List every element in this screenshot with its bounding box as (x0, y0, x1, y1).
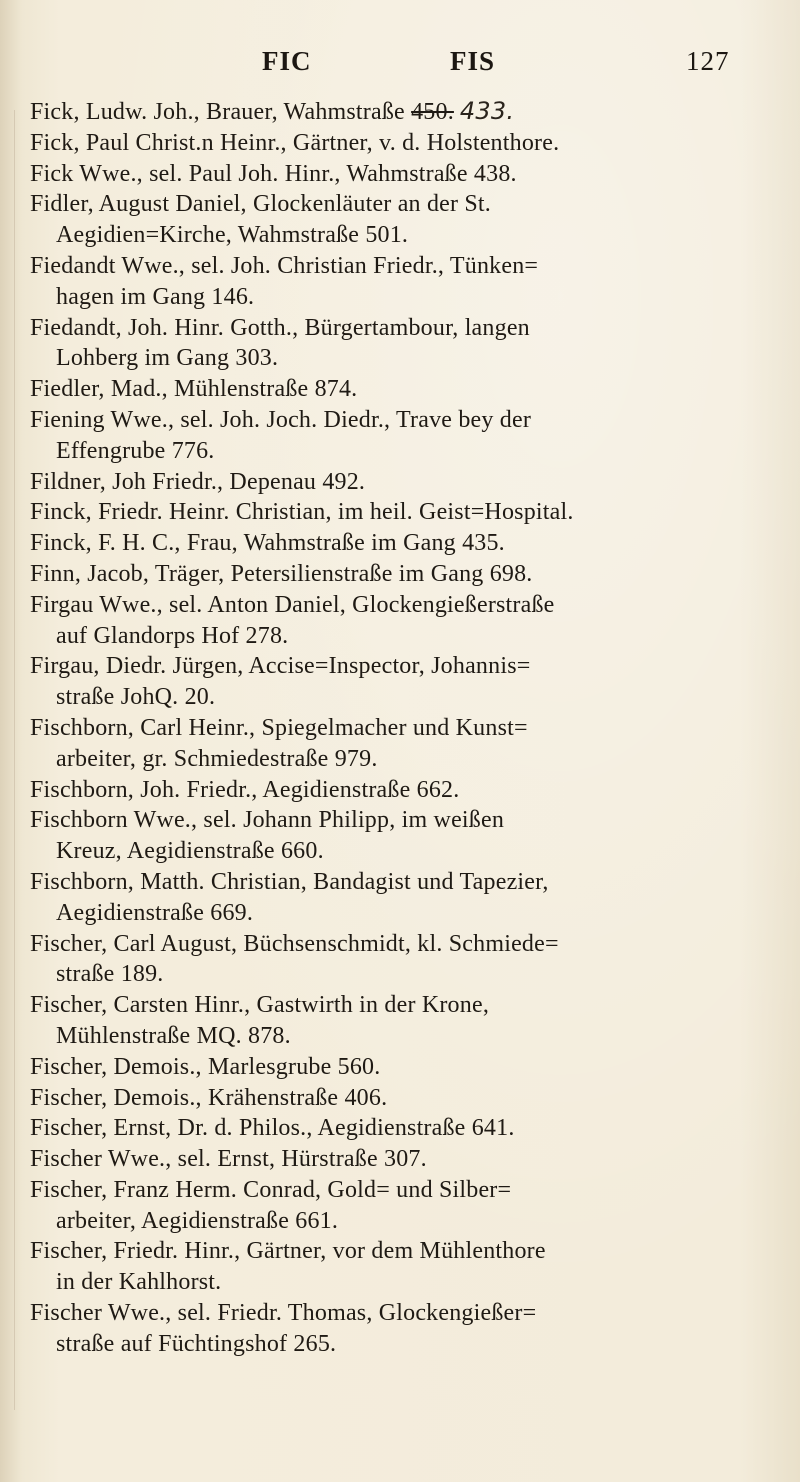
entry-continuation: Aegidienstraße 669. (56, 899, 254, 926)
directory-entry (30, 929, 770, 991)
entry-text: Fiedler, Mad., Mühlenstraße 874. (30, 376, 358, 403)
header-left-guide-word: FIC (262, 46, 312, 76)
entry-continuation: Lohberg im Gang 303. (56, 345, 279, 372)
directory-entry (30, 528, 770, 559)
entry-text: Finn, Jacob, Träger, Petersilienstraße im Gang 698. (30, 560, 533, 587)
page-number: 127 (686, 46, 730, 76)
entry-continuation: arbeiter, gr. Schmiedestraße 979. (56, 745, 378, 772)
directory-entry (30, 374, 770, 405)
directory-entry (30, 1144, 770, 1175)
directory-entry (30, 805, 770, 867)
entry-continuation: straße 189. (56, 961, 164, 988)
entry-continuation: straße JohQ. 20. (56, 684, 216, 711)
entry-text: Fischer, Demois., Marlesgrube 560. (30, 1053, 381, 1080)
directory-entry (30, 405, 770, 467)
entry-text: Fischer, Carl August, Büchsenschmidt, kl. Schmiede= (30, 930, 559, 957)
entry-text: Finck, F. H. C., Frau, Wahmstraße im Gang 435. (30, 530, 505, 557)
entry-continuation: hagen im Gang 146. (56, 283, 255, 310)
entry-continuation: straße auf Füchtingshof 265. (56, 1330, 337, 1357)
entry-text: Fidler, August Daniel, Glockenläuter an der St. (30, 191, 492, 218)
entry-text: Fischer, Ernst, Dr. d. Philos., Aegidienstraße 641. (30, 1115, 515, 1142)
directory-entry (30, 713, 770, 775)
directory-entry (30, 497, 770, 528)
entry-text: Fischborn, Matth. Christian, Bandagist und Tapezier, (30, 868, 549, 895)
binding-gutter (14, 110, 15, 1410)
directory-entry (30, 128, 770, 159)
entry-text: Fischer Wwe., sel. Ernst, Hürstraße 307. (30, 1146, 427, 1173)
directory-entry (30, 990, 770, 1052)
entry-text: Firgau Wwe., sel. Anton Daniel, Glockengießerstraße (30, 591, 555, 618)
directory-entry (30, 313, 770, 375)
entry-continuation: Aegidien=Kirche, Wahmstraße 501. (56, 222, 409, 249)
directory-entry (30, 590, 770, 652)
struck-house-number: 450. (411, 99, 454, 125)
directory-entry (30, 251, 770, 313)
entry-text: Fick Wwe., sel. Paul Joh. Hinr., Wahmstraße 438. (30, 160, 517, 187)
entry-continuation: Effengrube 776. (56, 437, 215, 464)
directory-entry (30, 1298, 770, 1360)
directory-entry (30, 775, 770, 806)
handwritten-correction: 433. (459, 97, 515, 125)
entry-continuation: Mühlenstraße MQ. 878. (56, 1022, 291, 1049)
entry-text: Fischer, Demois., Krähenstraße 406. (30, 1084, 388, 1111)
entry-text: Fischborn Wwe., sel. Johann Philipp, im weißen (30, 807, 505, 834)
entry-text: Fiedandt Wwe., sel. Joh. Christian Friedr., Tünken= (30, 252, 539, 279)
entry-text: Fischer, Friedr. Hinr., Gärtner, vor dem Mühlenthore (30, 1238, 546, 1265)
directory-entry (30, 189, 770, 251)
entry-text: Fick, Paul Christ.n Heinr., Gärtner, v. d. Holstenthore. (30, 129, 560, 156)
directory-entry (30, 96, 770, 128)
running-head (0, 46, 800, 86)
directory-entry (30, 867, 770, 929)
directory-entry (30, 559, 770, 590)
directory-entry (30, 1083, 770, 1114)
entry-text: Fischer, Carsten Hinr., Gastwirth in der Krone, (30, 992, 490, 1019)
directory-entry (30, 159, 770, 190)
entry-text: Firgau, Diedr. Jürgen, Accise=Inspector, Johannis= (30, 653, 531, 680)
entry-text: Fischer Wwe., sel. Friedr. Thomas, Glockengießer= (30, 1300, 537, 1327)
entry-continuation: auf Glandorps Hof 278. (56, 622, 289, 649)
entry-text: Fiedandt, Joh. Hinr. Gotth., Bürgertambour, langen (30, 314, 530, 341)
header-center-guide-word: FIS (450, 46, 496, 76)
directory-entry (30, 1175, 770, 1237)
entry-text: Fiening Wwe., sel. Joh. Joch. Diedr., Trave bey der (30, 406, 532, 433)
entry-continuation: arbeiter, Aegidienstraße 661. (56, 1207, 339, 1234)
entry-text: Finck, Friedr. Heinr. Christian, im heil. Geist=Hospital. (30, 499, 574, 526)
entry-text: Fischborn, Joh. Friedr., Aegidienstraße 662. (30, 776, 460, 803)
entry-continuation: in der Kahlhorst. (56, 1269, 222, 1296)
directory-entry (30, 1113, 770, 1144)
entry-text: Fischborn, Carl Heinr., Spiegelmacher und Kunst= (30, 714, 528, 741)
entry-text: Fischer, Franz Herm. Conrad, Gold= und Silber= (30, 1176, 512, 1203)
directory-entry (30, 1236, 770, 1298)
entry-continuation: Kreuz, Aegidienstraße 660. (56, 838, 324, 865)
directory-entries (30, 96, 770, 1360)
entry-text: Fildner, Joh Friedr., Depenau 492. (30, 468, 366, 495)
entry-text: Fick, Ludw. Joh., Brauer, Wahmstraße 450. (30, 99, 454, 125)
directory-entry (30, 467, 770, 498)
directory-entry (30, 651, 770, 713)
directory-entry (30, 1052, 770, 1083)
